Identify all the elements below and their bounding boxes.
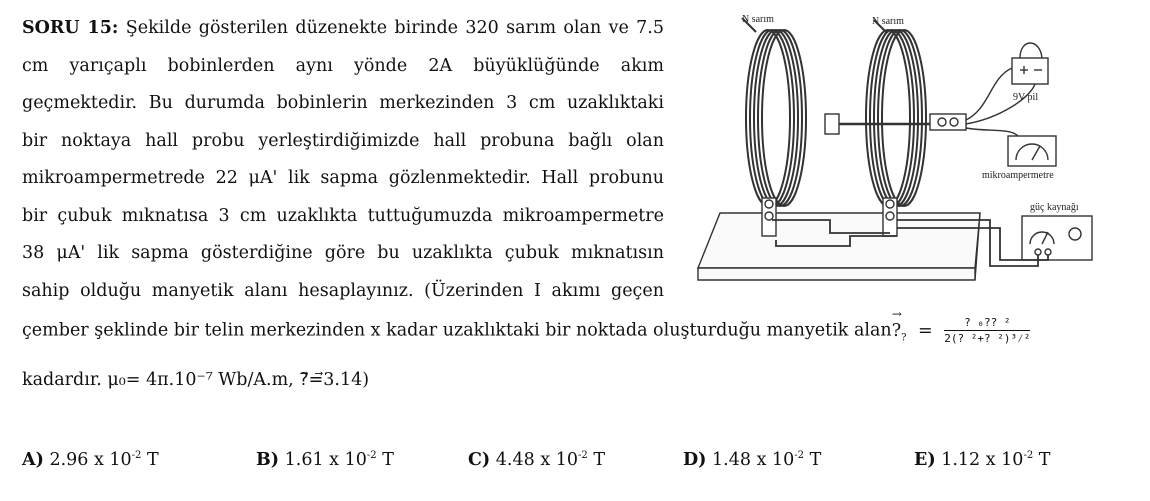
vector-b: → $?_?$ bbox=[891, 306, 907, 343]
question-line-2: cm yarıçaplı bobinlerden aynı yönde 2A büyüklüğünde akım bbox=[22, 55, 664, 76]
question-label: SORU 15: bbox=[22, 18, 119, 38]
meter-label: mikroampermetre bbox=[982, 170, 1054, 181]
microammeter bbox=[966, 128, 1056, 166]
option-a[interactable]: A) 2.96 x $10^{-2}$ T bbox=[22, 450, 159, 470]
formula-numerator: ? ₀?? ² bbox=[944, 316, 1030, 331]
power-source bbox=[1022, 216, 1092, 260]
equals-sign: = bbox=[918, 320, 933, 341]
hall-probe bbox=[825, 114, 966, 134]
question-line-7: 38 μA' lik sapma gösterdiğine göre bu uzaklıkta çubuk mıknatısın bbox=[22, 243, 664, 263]
question-line-5: mikroampermetrede 22 μA' lik sapma gözlenmektedir. Hall probunu bbox=[22, 168, 664, 188]
coil-left-label: N sarım bbox=[742, 14, 774, 25]
battery-label: 9V pil bbox=[1013, 92, 1039, 103]
question-line-4: bir noktaya hall probu yerleştirdiğimizde hall probuna bağlı olan bbox=[22, 130, 664, 151]
apparatus-drawing bbox=[690, 8, 1140, 298]
constants-line: kadardır. μ₀= 4π.10⁻⁷ Wb/A.m, ?⃗=⃗3.14) bbox=[22, 370, 370, 390]
question-line-1: Şekilde gösterilen düzenekte birinde 320 sarım olan ve 7.5 bbox=[125, 18, 664, 38]
question-text bbox=[22, 10, 664, 310]
coil-right-label: N sarım bbox=[872, 16, 904, 27]
right-coil bbox=[866, 20, 926, 206]
formula-line-text: çember şeklinde bir telin merkezinden x kadar uzaklıktaki bir noktada oluşturduğu manyetik alan bbox=[22, 320, 892, 341]
formula-line bbox=[22, 306, 1132, 346]
battery bbox=[966, 43, 1048, 124]
option-d[interactable]: D) 1.48 x $10^{-2}$ T bbox=[683, 450, 822, 470]
question-line-3: geçmektedir. Bu durumda bobinlerin merkezinden 3 cm uzaklıktaki bbox=[22, 93, 664, 113]
option-c[interactable]: C) 4.48 x $10^{-2}$ T bbox=[468, 450, 606, 470]
formula-denominator: 2(? ²+? ²)³⁄² bbox=[944, 332, 1031, 345]
option-e[interactable]: E) 1.12 x $10^{-2}$ T bbox=[914, 450, 1051, 470]
left-coil bbox=[742, 18, 806, 206]
apparatus-figure bbox=[690, 8, 1140, 298]
formula-fraction bbox=[944, 316, 1030, 346]
question-line-8: sahip olduğu manyetik alanı hesaplayınız. (Üzerinden I akımı geçen bbox=[22, 280, 664, 301]
source-label: güç kaynağı bbox=[1030, 202, 1079, 213]
option-b[interactable]: B) 1.61 x $10^{-2}$ T bbox=[256, 450, 394, 470]
question-line-6: bir çubuk mıknatısa 3 cm uzaklıkta tuttuğumuzda mikroampermetre bbox=[22, 205, 664, 226]
